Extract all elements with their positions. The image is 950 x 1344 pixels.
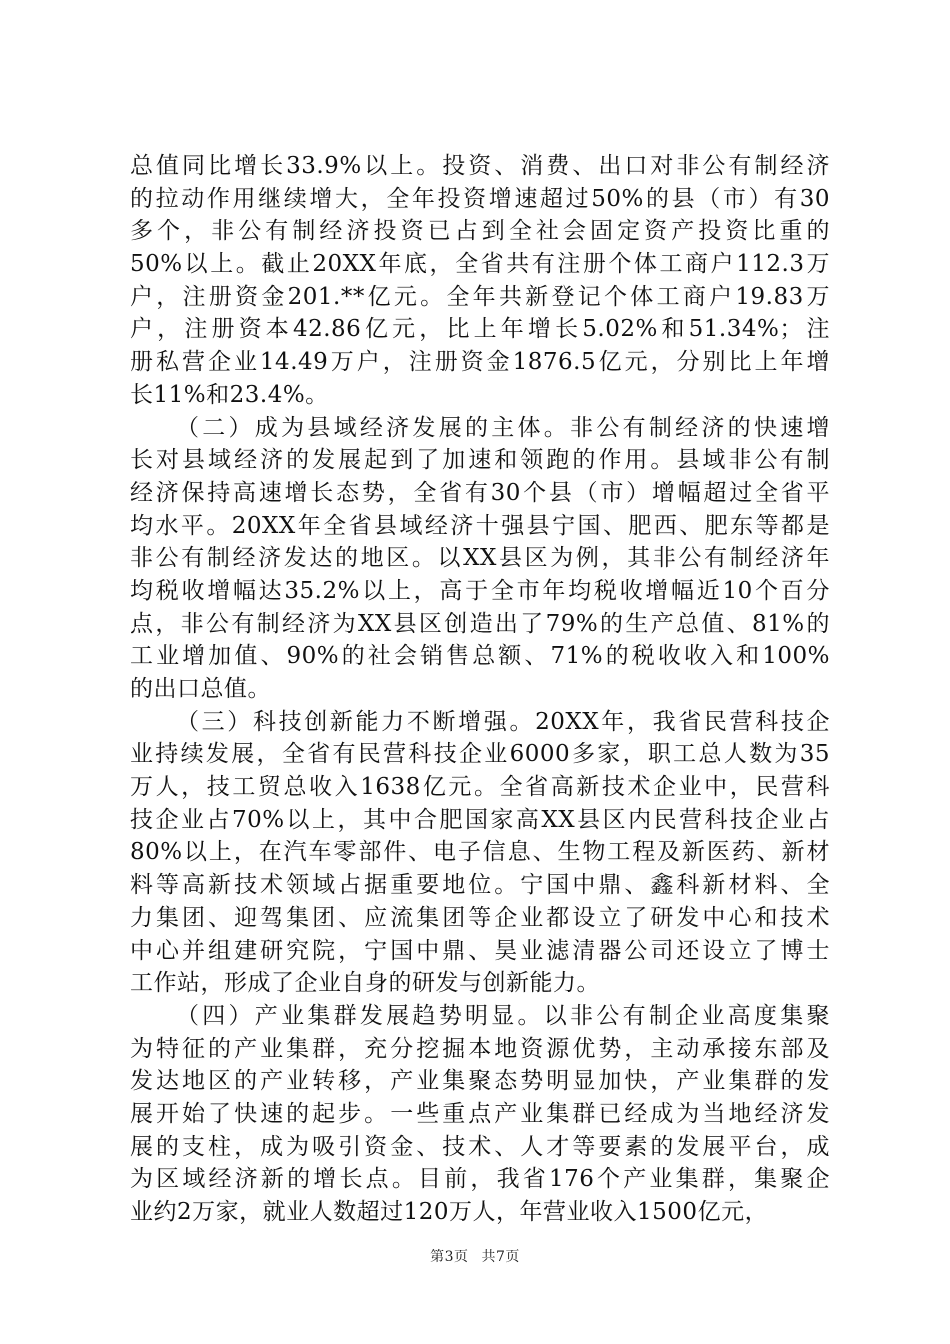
text-line: 均税收增幅达35.2%以上，高于全市年均税收增幅近10个百分	[130, 577, 830, 604]
text-line: 中心并组建研究院，宁国中鼎、昊业滤清器公司还设立了博士	[130, 937, 830, 964]
paragraph	[130, 706, 830, 1000]
text-line: 为特征的产业集群，充分挖掘本地资源优势，主动承接东部及	[130, 1035, 830, 1062]
text-line: 发达地区的产业转移，产业集聚态势明显加快，产业集群的发	[130, 1068, 830, 1095]
text-line: 均水平。20XX年全省县域经济十强县宁国、肥西、肥东等都是	[130, 512, 830, 539]
text-line: 50%以上。截止20XX年底，全省共有注册个体工商户112.3万	[130, 251, 830, 278]
page-number: 第3页	[430, 1249, 469, 1265]
text-line: 展开始了快速的起步。一些重点产业集群已经成为当地经济发	[130, 1100, 830, 1127]
document-body	[130, 150, 830, 1229]
text-line: 非公有制经济发达的地区。以XX县区为例，其非公有制经济年	[130, 545, 830, 572]
text-line: （四）产业集群发展趋势明显。以非公有制企业高度集聚	[176, 1002, 830, 1029]
page-total: 共7页	[481, 1249, 520, 1265]
text-line: 料等高新技术领域占据重要地位。宁国中鼎、鑫科新材料、全	[130, 872, 830, 899]
text-line: 总值同比增长33.9%以上。投资、消费、出口对非公有制经济	[130, 153, 830, 179]
paragraph	[130, 150, 830, 412]
text-line: 经济保持高速增长态势，全省有30个县（市）增幅超过全省平	[130, 479, 830, 506]
text-line: 业持续发展，全省有民营科技企业6000多家，职工总人数为35	[130, 741, 830, 768]
text-line: 的出口总值。	[130, 676, 271, 702]
text-line: 技企业占70%以上，其中合肥国家高XX县区内民营科技企业占	[130, 806, 830, 833]
text-line: 册私营企业14.49万户，注册资金1876.5亿元，分别比上年增	[130, 349, 830, 376]
text-line: 多个，非公有制经济投资已占到全社会固定资产投资比重的	[130, 218, 830, 245]
text-line: 点，非公有制经济为XX县区创造出了79%的生产总值、81%的	[130, 610, 830, 637]
text-line: 工作站，形成了企业自身的研发与创新能力。	[130, 970, 600, 997]
text-line: （三）科技创新能力不断增强。20XX年，我省民营科技企	[176, 708, 830, 735]
text-line: 80%以上，在汽车零部件、电子信息、生物工程及新医药、新材	[130, 839, 830, 866]
text-line: 力集团、迎驾集团、应流集团等企业都设立了研发中心和技术	[130, 904, 830, 931]
text-line: 户，注册资本42.86亿元，比上年增长5.02%和51.34%；注	[130, 316, 830, 343]
text-line: 业约2万家，就业人数超过120万人，年营业收入1500亿元，	[130, 1199, 769, 1225]
paragraph	[130, 1000, 830, 1229]
text-line: 为区域经济新的增长点。目前，我省176个产业集群，集聚企	[130, 1166, 830, 1193]
text-line: 长对县域经济的发展起到了加速和领跑的作用。县域非公有制	[130, 447, 830, 474]
text-line: 户，注册资金201.**亿元。全年共新登记个体工商户19.83万	[130, 283, 830, 310]
paragraph	[130, 412, 830, 706]
text-line: 展的支柱，成为吸引资金、技术、人才等要素的发展平台，成	[130, 1133, 830, 1160]
text-line: 的拉动作用继续增大，全年投资增速超过50%的县（市）有30	[130, 185, 830, 212]
page-footer	[0, 1246, 950, 1266]
text-line: 长11%和23.4%。	[130, 381, 329, 408]
text-line: 工业增加值、90%的社会销售总额、71%的税收收入和100%	[130, 643, 830, 670]
text-line: （二）成为县域经济发展的主体。非公有制经济的快速增	[176, 414, 830, 441]
text-line: 万人，技工贸总收入1638亿元。全省高新技术企业中，民营科	[130, 774, 830, 801]
